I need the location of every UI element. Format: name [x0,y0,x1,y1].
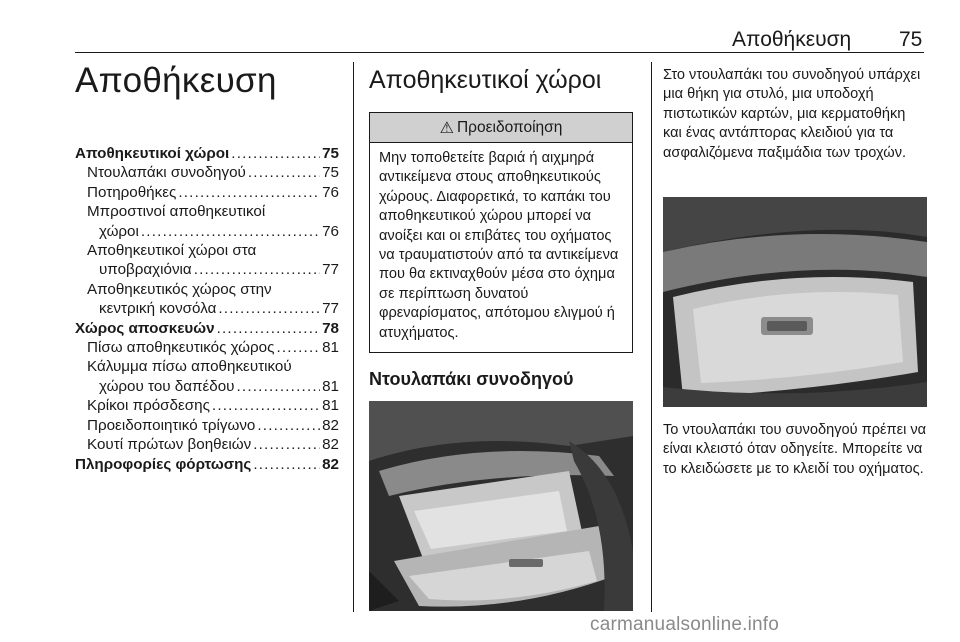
toc-entry [75,260,339,279]
toc-entry-text: Πληροφορίες φόρτωσης [75,455,252,473]
toc-leader-dots [257,416,320,435]
toc-page-number: 82 [322,436,339,454]
toc-leader-dots [253,455,320,474]
toc-entry [75,183,339,202]
toc-leader-dots [178,183,320,202]
toc-entry-text: Μπροστινοί αποθηκευτικοί [87,203,266,221]
toc-entry-text: Πίσω αποθηκευτικός χώρος [87,339,275,357]
content-column-3 [663,66,927,479]
toc-leader-dots [231,144,320,163]
toc-entry-text: Ποτηροθήκες [87,183,177,201]
warning-text: Μην τοποθετείτε βαριά ή αιχμηρά αντικείμενα στους αποθηκευτικούς χώρους. Διαφορετικά, το καπάκι του αποθηκευτικού χώρου μπορεί να ανοίξει και οι επιβάτες του οχήματος να τραυματιστούν από τα αντικείμενα που θα εκτιναχθούν μέσα στο όχημα σε περίπτωση δυνατού φρεναρίσματος, απότομου ελιγμού ή ατυχήματος. [379,150,619,341]
toc-leader-dots [253,435,320,454]
toc-page-number: 81 [322,377,339,395]
warning-triangle-icon: ⚠ [439,119,454,137]
toc-entry [75,338,339,357]
toc-page-number: 76 [322,222,339,240]
glovebox-open-figure [369,401,633,611]
toc-heading-entry [75,455,339,474]
toc-page-number: 77 [322,300,339,318]
toc-entry [75,299,339,318]
watermark: carmanualsonline.info [590,614,780,635]
warning-box [369,112,633,353]
toc-entry-text: κεντρική κονσόλα [99,300,217,318]
toc-entry [75,241,339,260]
toc-leader-dots [248,163,320,182]
toc-page-number: 78 [322,319,339,337]
toc-entry-text: Αποθηκευτικός χώρος στην [87,280,272,298]
toc-page-number: 81 [322,397,339,415]
toc-column [75,60,339,474]
toc-leader-dots [194,260,320,279]
toc-entry-text: Κάλυμμα πίσω αποθηκευτικού [87,358,292,376]
toc-entry-text: Κουτί πρώτων βοηθειών [87,436,252,454]
toc-entry [75,416,339,435]
toc-page-number: 82 [322,416,339,434]
header-rule [75,52,924,53]
toc-heading-entry [75,144,339,163]
toc-entry-text: Ντουλαπάκι συνοδηγού [87,164,246,182]
table-of-contents [75,144,339,474]
toc-heading-entry [75,319,339,338]
toc-entry-text: Αποθηκευτικοί χώροι στα [87,242,257,260]
toc-entry [75,202,339,221]
toc-entry [75,222,339,241]
toc-entry-text: υποβραχιόνια [99,261,192,279]
glovebox-closed-figure [663,197,927,407]
glovebox-description: Στο ντουλαπάκι του συνοδηγού υπάρχει μια θήκη για στυλό, μια υποδοχή πιστωτικών καρτών, μια κερματοθήκη και ένας αντάπτορας κλειδιού για τα ασφαλιζόμενα παξιμάδια των τροχών. [663,67,921,161]
page-number: 75 [899,28,923,51]
toc-page-number: 81 [322,339,339,357]
toc-leader-dots [276,338,320,357]
toc-entry [75,163,339,182]
toc-entry-text: χώρου του δαπέδου [99,377,235,395]
toc-leader-dots [218,299,320,318]
toc-page-number: 75 [322,164,339,182]
toc-leader-dots [141,222,320,241]
toc-entry-text: χώροι [99,222,139,240]
toc-entry [75,435,339,454]
toc-leader-dots [212,396,320,415]
subsection-title: Ντουλαπάκι συνοδηγού [369,369,574,390]
column-divider-2 [651,62,652,612]
toc-page-number: 77 [322,261,339,279]
content-column-2 [369,60,633,611]
toc-entry [75,357,339,376]
toc-page-number: 75 [322,145,339,162]
running-title: Αποθήκευση [732,28,852,51]
chapter-title: Αποθήκευση [75,61,277,100]
toc-entry [75,377,339,396]
toc-entry-text: Χώρος αποσκευών [75,319,215,337]
toc-entry-text: Κρίκοι πρόσδεσης [87,397,210,415]
toc-entry [75,280,339,299]
warning-header [370,113,632,143]
toc-page-number: 76 [322,183,339,201]
glovebox-lock-note: Το ντουλαπάκι του συνοδηγού πρέπει να είναι κλειστό όταν οδηγείτε. Μπορείτε να το κλειδώσετε με το κλειδί του οχήματος. [663,422,927,477]
section-title: Αποθηκευτικοί χώροι [369,66,602,94]
toc-entry-text: Προειδοποιητικό τρίγωνο [87,416,256,434]
toc-leader-dots [236,377,320,396]
toc-page-number: 82 [322,455,339,473]
toc-entry-text: Αποθηκευτικοί χώροι [75,145,230,162]
warning-heading: Προειδοποίηση [456,118,563,136]
toc-entry [75,396,339,415]
toc-leader-dots [217,319,321,338]
column-divider-1 [353,62,354,612]
